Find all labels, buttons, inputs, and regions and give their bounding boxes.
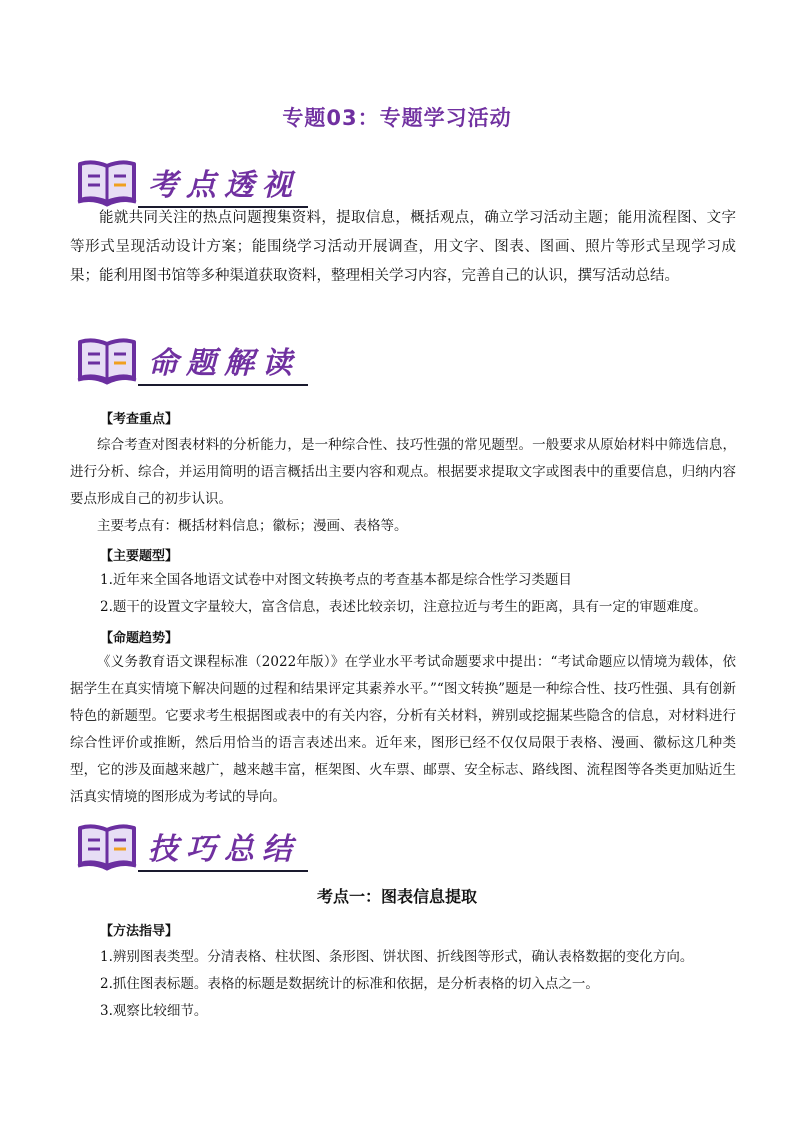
tixing-item: 1.近年来全国各地语文试卷中对图文转换考点的考查基本都是综合性学习类题目 [100,572,572,588]
fangfa-heading: 【方法指导】 [100,924,179,939]
main-points-text: 主要考点有：概括材料信息；徽标；漫画、表格等。 [97,518,408,534]
kaodian-one-title: 考点一：图表信息提取 [316,887,477,906]
section-underline [138,870,308,872]
kaodian-toushi-paragraph: 能就共同关注的热点问题搜集资料，提取信息，概括观点，确立学习活动主题；能用流程图、文字等形式呈现活动设计方案；能围绕学习活动开展调查，用文字、图表、图画、照片等形式呈现学习成果；能利用图书馆等多种渠道获取资料，整理相关学习内容，完善自己的认识，撰写活动总结。 [70,210,736,284]
book-icon [76,336,138,388]
book-icon [76,158,138,210]
fangfa-item: 1.辨别图表类型。分清表格、柱状图、条形图、饼状图、折线图等形式，确认表格数据的变化方向。 [100,949,694,965]
section-title: 考点透视 [148,168,300,203]
qushi-text: 《义务教育语文课程标准（2022年版）》在学业水平考试命题要求中提出：“考试命题应以情境为载体，依据学生在真实情境下解决问题的过程和结果评定其素养水平。”“图文转换”题是一种综合性、技巧性强、具有创新特色的新题型。它要求考生根据图或表中的有关内容，分析有关材料，辨别或挖掘某些隐含的信息，对材料进行综合性评价或推断，然后用恰当的语言表述出来。近年来，图形已经不仅仅局限于表格、漫画、徽标这几种类型，它的涉及面越来越广，越来越丰富，框架图、火车票、邮票、安全标志、路线图、流程图等各类更加贴近生活真实情境的图形成为考试的导向。 [70,654,736,805]
page-title: 专题03：专题学习活动 [282,106,512,130]
fangfa-item: 3.观察比较细节。 [100,1003,208,1019]
section-header-mingti-jiedu [70,332,320,398]
kaocha-text: 综合考查对图表材料的分析能力，是一种综合性、技巧性强的常见题型。一般要求从原始材料中筛选信息，进行分析、综合，并运用简明的语言概括出主要内容和观点。根据要求提取文字或图表中的重要信息，归纳内容要点形成自己的初步认识。 [70,437,736,507]
section-title: 命题解读 [148,346,300,381]
section-header-jiqiao-zongjie [70,818,320,884]
fangfa-item: 2.抓住图表标题。表格的标题是数据统计的标准和依据，是分析表格的切入点之一。 [100,976,599,992]
qushi-heading: 【命题趋势】 [100,631,179,646]
kaocha-heading: 【考查重点】 [100,412,179,427]
tixing-heading: 【主要题型】 [100,549,179,564]
section-underline [138,384,308,386]
tixing-item: 2.题干的设置文字量较大，富含信息，表述比较亲切，注意拉近与考生的距离，具有一定的审题难度。 [100,599,707,615]
section-title: 技巧总结 [148,832,300,867]
book-icon [76,822,138,874]
